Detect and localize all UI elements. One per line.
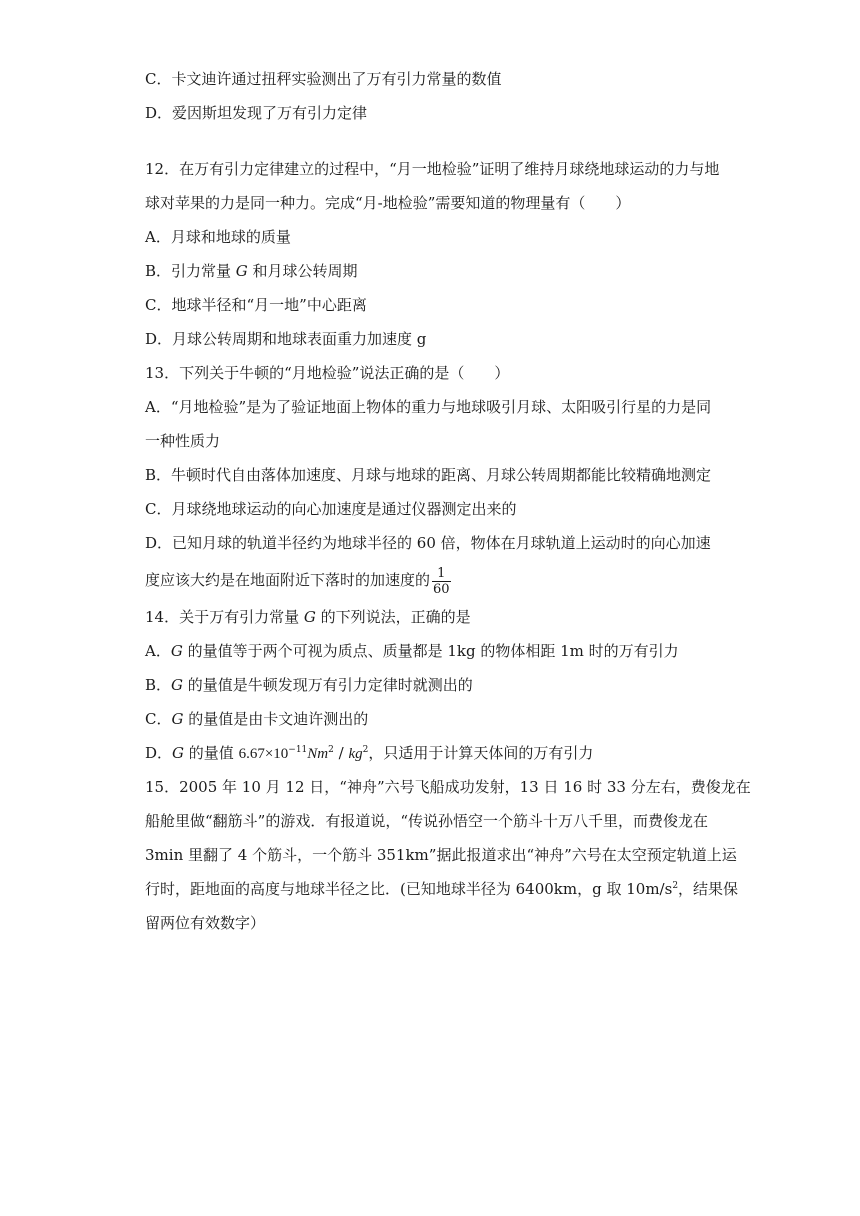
- q14-option-d-value: 6.67×10: [238, 746, 289, 762]
- q12-option-b-post: 和月球公转周期: [247, 262, 358, 280]
- q15-line-4: [145, 872, 739, 906]
- q15-line-2: 船舱里做“翻筋斗”的游戏．有报道说，“传说孙悟空一个筋斗十万八千里，而费俊龙在: [145, 812, 709, 830]
- q14-option-d-pre: D．: [145, 744, 173, 762]
- q14-option-a-pre: A．: [145, 642, 171, 660]
- q11-option-c: C．卡文迪许通过扭秤实验测出了万有引力常量的数值: [145, 70, 502, 88]
- q14-option-d-g: G: [172, 744, 185, 762]
- q14-stem: [145, 600, 720, 634]
- q15-line-1: 15．2005 年 10 月 12 日，“神舟”六号飞船成功发射，13 日 16 时 33 分左右，费俊龙在: [145, 778, 751, 796]
- q13-fraction: [432, 566, 451, 597]
- q14-option-d-unit-kg-exponent: 2: [362, 745, 369, 755]
- q14-option-c-g: G: [171, 710, 184, 728]
- q14-stem-g: G: [303, 608, 316, 626]
- q12-option-b-pre: B．引力常量: [145, 262, 236, 280]
- q13-stem: 13．下列关于牛顿的“月地检验”说法正确的是（ ）: [145, 364, 510, 382]
- q12-stem-line-1: 12．在万有引力定律建立的过程中，“月一地检验”证明了维持月球绕地球运动的力与地: [145, 160, 720, 178]
- q14-option-d-unit-nm-exponent: 2: [328, 745, 334, 755]
- q15-line-3: 3min 里翻了 4 个筋斗，一个筋斗 351km”据此报道求出“神舟”六号在太空预定轨道上运: [145, 846, 737, 864]
- q15-line-5: 留两位有效数字）: [145, 914, 266, 932]
- q13-option-b: B．牛顿时代自由落体加速度、月球与地球的距离、月球公转周期都能比较精确地测定: [145, 466, 712, 484]
- q13-option-d-line-2: [145, 560, 720, 600]
- q12-stem-line-2: 球对苹果的力是同一种力。完成“月-地检验”需要知道的物理量有（ ）: [145, 194, 631, 212]
- q14-option-a: [145, 634, 720, 668]
- q13-fraction-denominator: 60: [433, 581, 450, 597]
- q14-option-d-post: ，只适用于计算天体间的万有引力: [368, 744, 594, 762]
- q14-stem-pre: 14．关于万有引力常量: [145, 608, 304, 626]
- q12-option-b-g: G: [235, 262, 248, 280]
- q13-fraction-numerator: 1: [432, 566, 451, 582]
- q12-option-b: [145, 254, 720, 288]
- q14-option-d-mid: 的量值: [184, 744, 239, 762]
- q14-option-a-post: 的量值等于两个可视为质点、质量都是 1kg 的物体相距 1m 时的万有引力: [182, 642, 679, 660]
- q14-option-c-pre: C．: [145, 710, 172, 728]
- q13-option-a-line-2: 一种性质力: [145, 432, 221, 450]
- q13-option-d-line-1: D．已知月球的轨道半径约为地球半径的 60 倍，物体在月球轨道上运动时的向心加速: [145, 534, 711, 552]
- q13-option-d-line-2-text: 度应该大约是在地面附近下落时的加速度的: [145, 571, 431, 589]
- q15-line-4-pre: 行时，距地面的高度与地球半径之比．(已知地球半径为 6400km，g 取 10m/s: [145, 880, 673, 898]
- q12-option-a: A．月球和地球的质量: [145, 228, 291, 246]
- q13-option-c: C．月球绕地球运动的向心加速度是通过仪器测定出来的: [145, 500, 517, 518]
- q14-option-b-post: 的量值是牛顿发现万有引力定律时就测出的: [183, 676, 473, 694]
- document-page: [145, 62, 751, 940]
- q14-option-b-pre: B．: [145, 676, 172, 694]
- q14-option-b-g: G: [171, 676, 184, 694]
- q14-option-d-slash: /: [333, 744, 349, 762]
- q15-line-4-superscript: 2: [672, 881, 679, 891]
- q14-option-d-unit-kg: kg: [348, 746, 363, 762]
- q14-option-d-unit-nm: Nm: [307, 746, 329, 762]
- q14-option-a-g: G: [170, 642, 183, 660]
- q13-option-a-line-1: A．“月地检验”是为了验证地面上物体的重力与地球吸引月球、太阳吸引行星的力是同: [145, 398, 712, 416]
- q14-stem-post: 的下列说法，正确的是: [315, 608, 471, 626]
- q14-option-c: [145, 702, 720, 736]
- q12-option-c: C．地球半径和“月一地”中心距离: [145, 296, 367, 314]
- q14-option-d: [145, 736, 720, 770]
- q14-option-b: [145, 668, 720, 702]
- q11-option-d: D．爱因斯坦发现了万有引力定律: [145, 104, 368, 122]
- q12-option-d: D．月球公转周期和地球表面重力加速度 g: [145, 330, 427, 348]
- q14-option-d-exponent: −11: [288, 745, 308, 755]
- q15-line-4-post: ，结果保: [678, 880, 739, 898]
- q14-option-c-post: 的量值是由卡文迪许测出的: [183, 710, 369, 728]
